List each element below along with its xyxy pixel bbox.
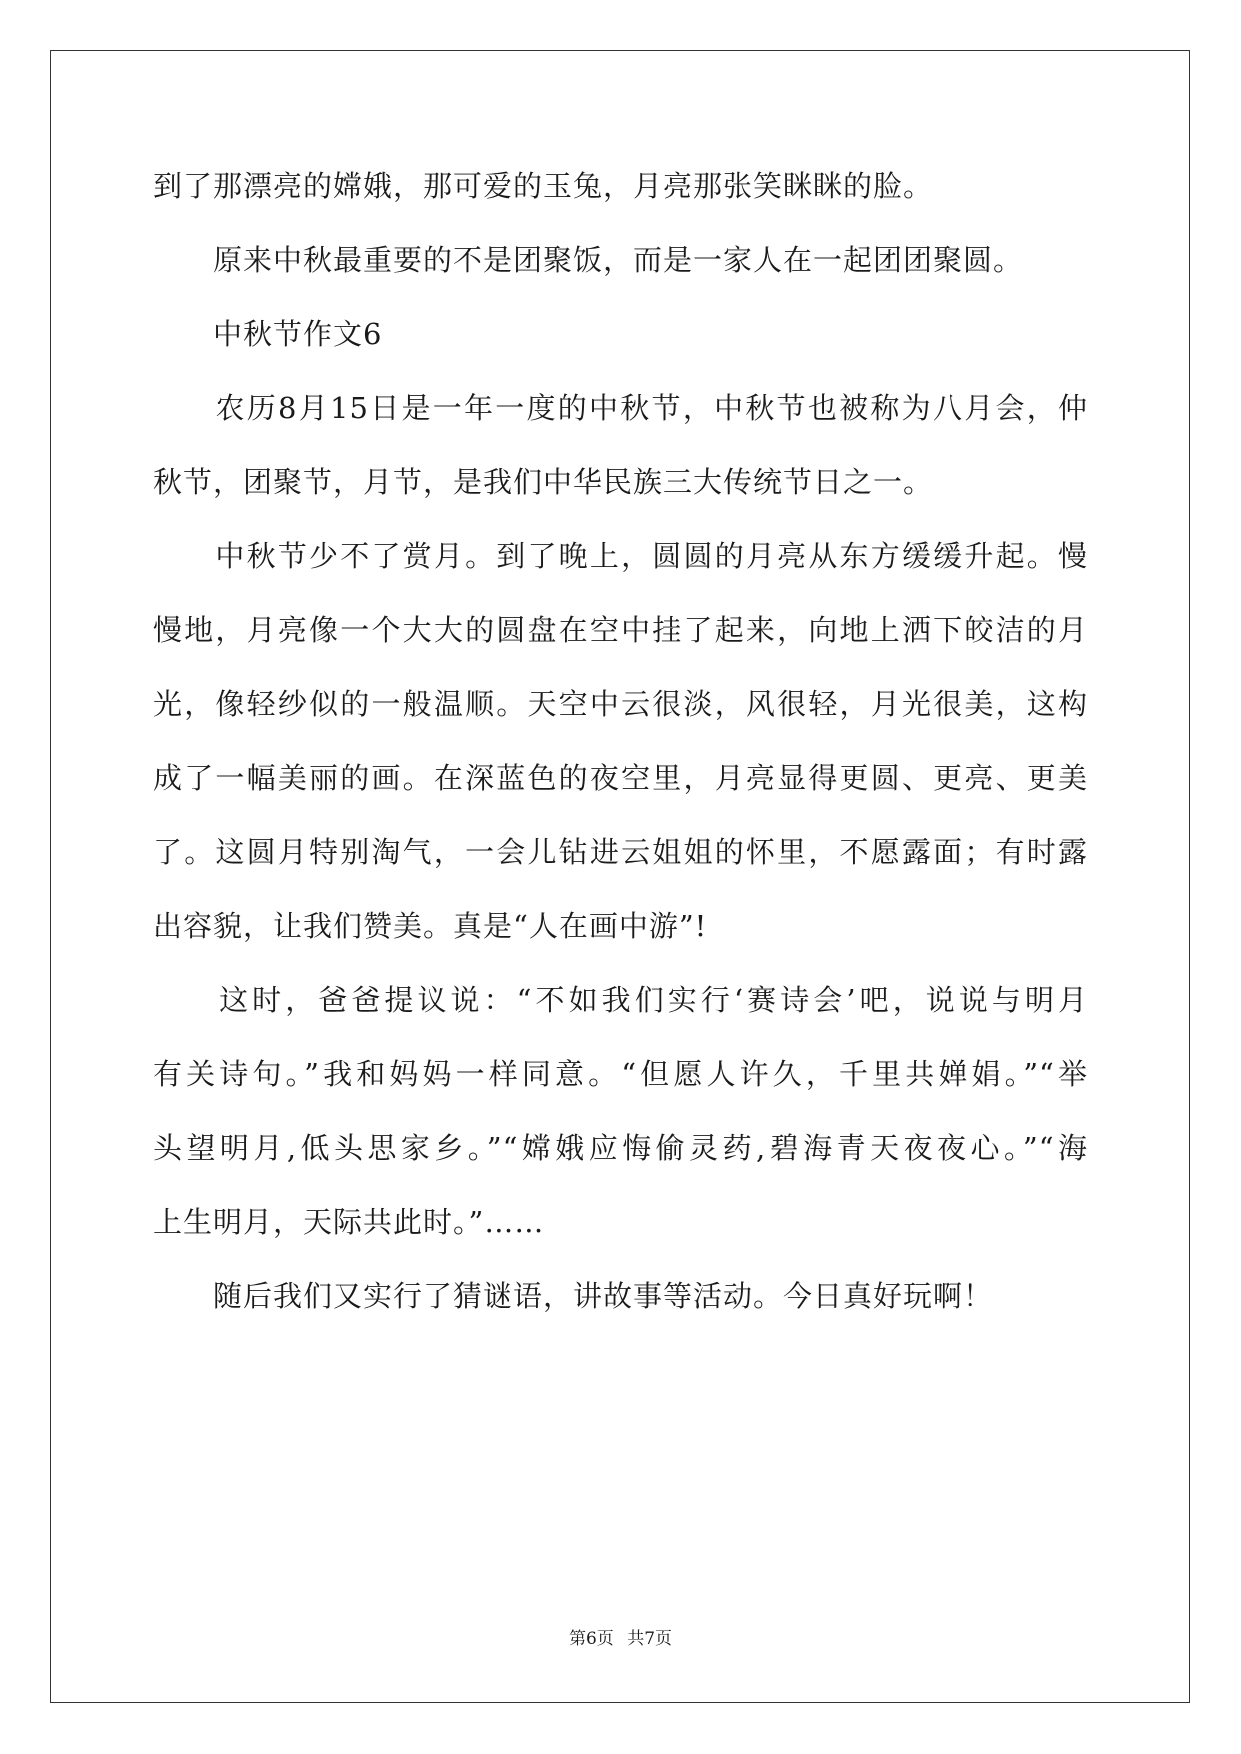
text-line: 秋节，团聚节，月节，是我们中华民族三大传统节日之一。 (153, 465, 934, 499)
text-line: 成了一幅美丽的画。在深蓝色的夜空里，月亮显得更圆、更亮、更美 (153, 761, 1088, 795)
text-line: 中秋节少不了赏月。到了晚上，圆圆的月亮从东方缓缓升起。慢 (153, 539, 1088, 573)
text-line: 原来中秋最重要的不是团聚饭，而是一家人在一起团团聚圆。 (153, 243, 1024, 277)
text-line: 有关诗句。”我和妈妈一样同意。“但愿人许久，千里共婵娟。”“举 (153, 1057, 1088, 1091)
page-footer (0, 1628, 1241, 1650)
text-line: 慢地，月亮像一个大大的圆盘在空中挂了起来，向地上洒下皎洁的月 (153, 613, 1088, 647)
text-line: 这时，爸爸提议说：“不如我们实行‘赛诗会’吧，说说与明月 (153, 983, 1088, 1017)
text-line: 头望明月,低头思家乡。”“嫦娥应悔偷灵药,碧海青天夜夜心。”“海 (153, 1131, 1088, 1165)
text-line: 农历8月15日是一年一度的中秋节，中秋节也被称为八月会，仲 (153, 391, 1088, 425)
text-line: 光，像轻纱似的一般温顺。天空中云很淡，风很轻，月光很美，这构 (153, 687, 1088, 721)
text-line: 随后我们又实行了猜谜语，讲故事等活动。今日真好玩啊！ (153, 1279, 994, 1313)
page-total: 共7页 (627, 1629, 673, 1649)
page-border (50, 50, 1190, 1703)
text-line: 到了那漂亮的嫦娥，那可爱的玉兔，月亮那张笑眯眯的脸。 (153, 169, 934, 203)
text-line: 了。这圆月特别淘气，一会儿钻进云姐姐的怀里，不愿露面；有时露 (153, 835, 1088, 869)
text-line: 出容貌，让我们赞美。真是“人在画中游”! (153, 909, 708, 943)
section-heading: 中秋节作文6 (153, 317, 383, 351)
text-line: 上生明月，天际共此时。”…… (153, 1205, 545, 1239)
page-number: 第6页 (568, 1629, 614, 1649)
